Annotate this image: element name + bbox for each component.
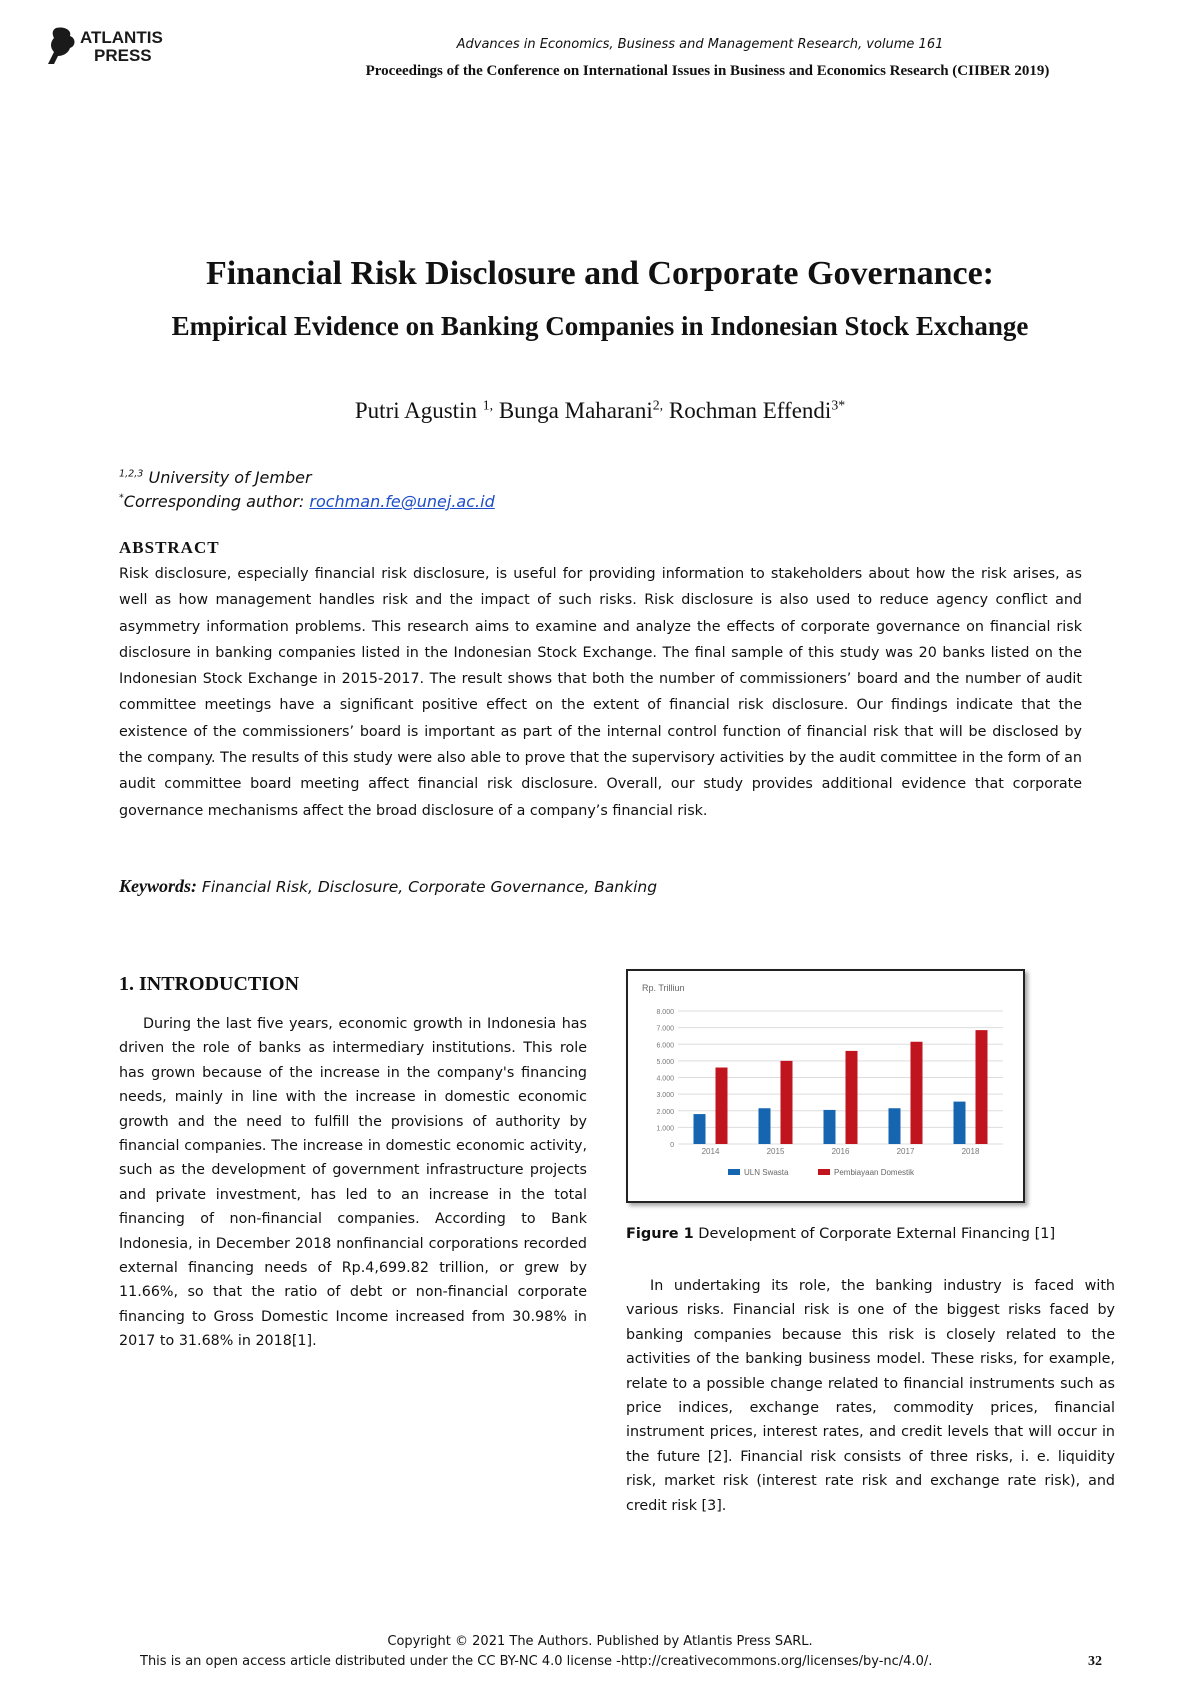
abstract-text: Risk disclosure, especially financial risk disclosure, is useful for providing information to stakeholders about how the risk arises, as well as how management handles risk and the impact of such risks. Risk disclosure is also used to reduce agency conflict and asymmetry information problems. This research aims to examine and analyze the effects of corporate governance on financial risk disclosure in banking companies listed in the Indonesian Stock Exchange. The final sample of this study was 20 banks listed on the Indonesian Stock Exchange in 2015-2017. The result shows that both the number of commissioners’ board and the number of audit committee meetings have a significant positive effect on the extent of financial risk disclosure. Our findings indicate that the existence of the commissioners’ board is important as part of the internal control function of financial risk that will be disclosed by the company. The results of this study were also able to prove that the supervisory activities by the audit committee in the form of an audit committee board meeting affect financial risk disclosure. Overall, our study provides additional evidence that corporate governance mechanisms affect the broad disclosure of a company’s financial risk.: [119, 566, 1082, 819]
author-name: Putri Agustin: [354, 398, 483, 423]
figure-caption-text: Development of Corporate External Financing [1]: [693, 1226, 1056, 1242]
bar-pembiayaan-domestik: [846, 1051, 858, 1144]
legend-swatch: [728, 1169, 740, 1175]
y-tick-label: 3.000: [656, 1092, 674, 1100]
keywords-text: Financial Risk, Disclosure, Corporate Governance, Banking: [197, 878, 658, 896]
legend-label: Pembiayaan Domestik: [834, 1168, 915, 1177]
y-tick-label: 2.000: [656, 1108, 674, 1116]
y-tick-label: 1.000: [656, 1125, 674, 1133]
keywords-label: Keywords:: [119, 876, 197, 896]
bar-pembiayaan-domestik: [976, 1030, 988, 1144]
bar-chart: [628, 971, 1023, 1201]
bar-pembiayaan-domestik: [911, 1042, 923, 1144]
x-tick-label: 2014: [701, 1147, 720, 1156]
figure-1-chart: [626, 969, 1025, 1203]
footer-license: This is an open access article distributed under the CC BY-NC 4.0 license -http://creativecommons.org/licenses/by-nc/4.0/.: [140, 1654, 933, 1669]
author-mark: 2,: [652, 397, 664, 413]
introduction-paragraph-1: [119, 1012, 587, 1354]
bar-pembiayaan-domestik: [781, 1061, 793, 1144]
y-axis-label: Rp. Trilliun: [642, 983, 685, 993]
corresponding-mark: *: [119, 492, 124, 504]
footer-copyright: Copyright © 2021 The Authors. Published by Atlantis Press SARL.: [387, 1634, 813, 1649]
bar-uln-swasta: [824, 1110, 836, 1144]
proceedings-title: Proceedings of the Conference on International Issues in Business and Economics Research (CIIBER 2019): [365, 63, 1050, 79]
author-mark: 3*: [831, 397, 846, 413]
author-name: Bunga Maharani: [493, 398, 653, 423]
author-mark: 1,: [482, 397, 494, 413]
bar-uln-swasta: [759, 1108, 771, 1144]
x-tick-label: 2016: [831, 1147, 850, 1156]
y-tick-label: 8.000: [656, 1009, 674, 1016]
figure-label: Figure 1: [626, 1226, 694, 1242]
y-tick-label: 4.000: [656, 1075, 674, 1083]
paragraph-text: During the last five years, economic growth in Indonesia has driven the role of banks as intermediary institutions. This role has grown because of the increase in the company's financing needs, mainly in line with the increase in domestic economic growth and the need to fulfill the provisions of authority by financial companies. The increase in domestic economic activity, such as the development of government infrastructure projects and private investment, has led to an increase in the total financing of non-financial companies. According to Bank Indonesia, in December 2018 nonfinancial corporations recorded external financing needs of Rp.4,699.82 trillion, or grew by 11.66%, so that the ratio of debt or non-financial corporate financing to Gross Domestic Income increased from 30.98% in 2017 to 31.68% in 2018[1].: [119, 1016, 587, 1350]
affiliation-block: [119, 466, 495, 514]
corresponding-label: Corresponding author:: [123, 492, 310, 511]
affiliation: University of Jember: [143, 468, 312, 487]
paper-subtitle: Empirical Evidence on Banking Companies in Indonesian Stock Exchange: [171, 311, 1029, 341]
keywords-line: [119, 876, 657, 897]
corresponding-email-link[interactable]: rochman.fe@unej.ac.id: [309, 492, 495, 511]
page-number: 32: [1088, 1654, 1102, 1669]
x-tick-label: 2015: [766, 1147, 785, 1156]
y-tick-label: 5.000: [656, 1058, 674, 1066]
figure-1-caption: [626, 1226, 1055, 1242]
bar-uln-swasta: [889, 1108, 901, 1144]
author-list: [100, 398, 1100, 424]
journal-volume: Advances in Economics, Business and Management Research, volume 161: [456, 37, 944, 52]
introduction-paragraph-2: [626, 1274, 1115, 1518]
author-name: Rochman Effendi: [663, 398, 832, 423]
bar-uln-swasta: [954, 1102, 966, 1144]
x-tick-label: 2017: [896, 1147, 915, 1156]
paragraph-text: In undertaking its role, the banking industry is faced with various risks. Financial risk is one of the biggest risks faced by banking companies because this risk is closely related to the activities of the banking business model. These risks, for example, relate to a possible change related to financial instruments such as price indices, exchange rates, commodity prices, financial instrument prices, interest rates, and credit levels that will occur in the future [2]. Financial risk consists of three risks, i. e. liquidity risk, market risk (interest rate risk and exchange rate risk), and credit risk [3].: [626, 1278, 1115, 1514]
affiliation-mark: 1,2,3: [119, 468, 144, 480]
bar-pembiayaan-domestik: [716, 1068, 728, 1144]
x-tick-label: 2018: [961, 1147, 980, 1156]
bar-uln-swasta: [694, 1114, 706, 1144]
logo-line1: ATLANTIS: [80, 28, 163, 47]
legend-swatch: [818, 1169, 830, 1175]
legend-label: ULN Swasta: [744, 1168, 789, 1177]
paper-title: Financial Risk Disclosure and Corporate Governance:: [206, 255, 994, 292]
section-heading-introduction: 1. INTRODUCTION: [119, 973, 300, 995]
abstract-heading: ABSTRACT: [119, 538, 220, 557]
logo-line2: PRESS: [94, 46, 152, 65]
y-tick-label: 7.000: [656, 1025, 674, 1033]
y-tick-label: 0: [670, 1142, 674, 1149]
y-tick-label: 6.000: [656, 1042, 674, 1050]
